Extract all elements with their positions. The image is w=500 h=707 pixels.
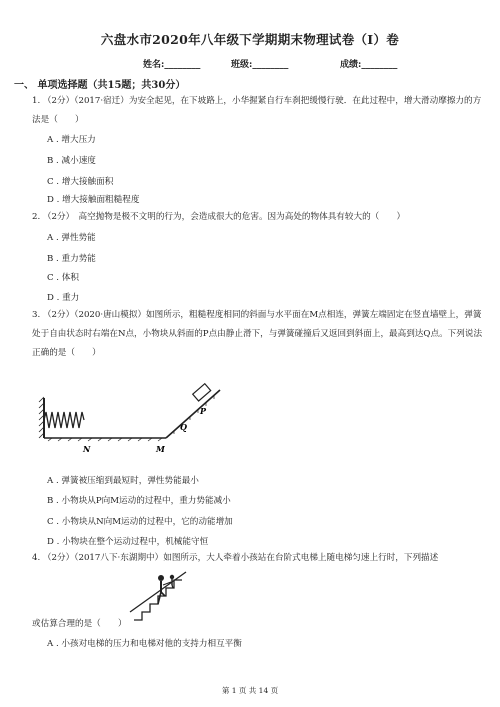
label-p: P	[200, 406, 207, 416]
q2-option-d: D . 重力	[47, 293, 80, 303]
block-icon	[193, 384, 211, 401]
q3-option-a: A . 弹簧被压缩到最短时，弹性势能最小	[47, 476, 199, 486]
page-footer: 第 1 页 共 14 页	[221, 686, 279, 695]
question-1-text: 1. （2分）（2017·宿迁）为安全起见，在下坡路上，小华握紧自行车刹把缓慢行驶．在此过程中，增大滑动摩擦力的方法是（ ）	[32, 96, 482, 125]
label-n: N	[83, 444, 91, 454]
q3-option-b: B . 小物块从P向M运动的过程中，重力势能减小	[47, 496, 231, 506]
q1-option-d: D . 增大接触面粗糙程度	[47, 195, 140, 205]
page-title: 六盘水市2020年八年级下学期期末物理试卷（I）卷	[100, 32, 400, 47]
question-4-text-b: 或估算合理的是（ ）	[32, 619, 127, 629]
q1-option-c: C . 增大接触面积	[47, 177, 114, 187]
label-m: M	[156, 444, 165, 454]
class-field-label: 班级:________	[231, 60, 289, 70]
q1-option-b: B . 减小速度	[47, 156, 96, 166]
label-q: Q	[180, 422, 187, 432]
question-2-text: 2. （2分） 高空抛物是极不文明的行为，会造成很大的危害。因为高处的物体具有较大的（ ）	[32, 212, 406, 222]
q3-option-c: C . 小物块从N向M运动的过程中，它的动能增加	[47, 517, 233, 527]
escalator-figure	[128, 568, 194, 624]
q2-option-c: C . 体积	[47, 273, 79, 283]
score-field-label: 成绩:________	[340, 60, 398, 70]
stairs-icon	[134, 580, 182, 620]
q2-option-b: B . 重力势能	[47, 254, 96, 264]
child-icon	[170, 575, 174, 579]
q3-option-d: D . 小物块在整个运动过程中，机械能守恒	[47, 537, 209, 547]
spring-icon	[44, 412, 84, 428]
name-field-label: 姓名:________	[143, 60, 201, 70]
q1-option-a: A . 增大压力	[47, 135, 96, 145]
question-4-text-a: 4. （2分）（2017八下·东湖期中）如图所示，大人牵着小孩站在台阶式电梯上随电梯匀速上行时，下列描述	[32, 553, 439, 563]
q4-option-a: A . 小孩对电梯的压力和电梯对他的支持力相互平衡	[47, 639, 242, 649]
q2-option-a: A . 弹性势能	[47, 233, 96, 243]
section-heading: 一、 单项选择题（共15题；共30分）	[14, 80, 186, 91]
incline-surface	[166, 390, 220, 438]
spring-incline-figure	[38, 378, 238, 458]
adult-icon	[158, 575, 164, 581]
question-3-text: 3. （2分）（2020·唐山模拟）如图所示，粗糙程度相同的斜面与水平面在M点相连，弹簧左端固定在竖直墙壁上，弹簧处于自由状态时右端在N点，小物块从斜面的P点由静止滑下，与弹簧碰撞后又返回到斜面上，最高到达Q点。下列说法正确的是（ ）	[32, 310, 483, 358]
